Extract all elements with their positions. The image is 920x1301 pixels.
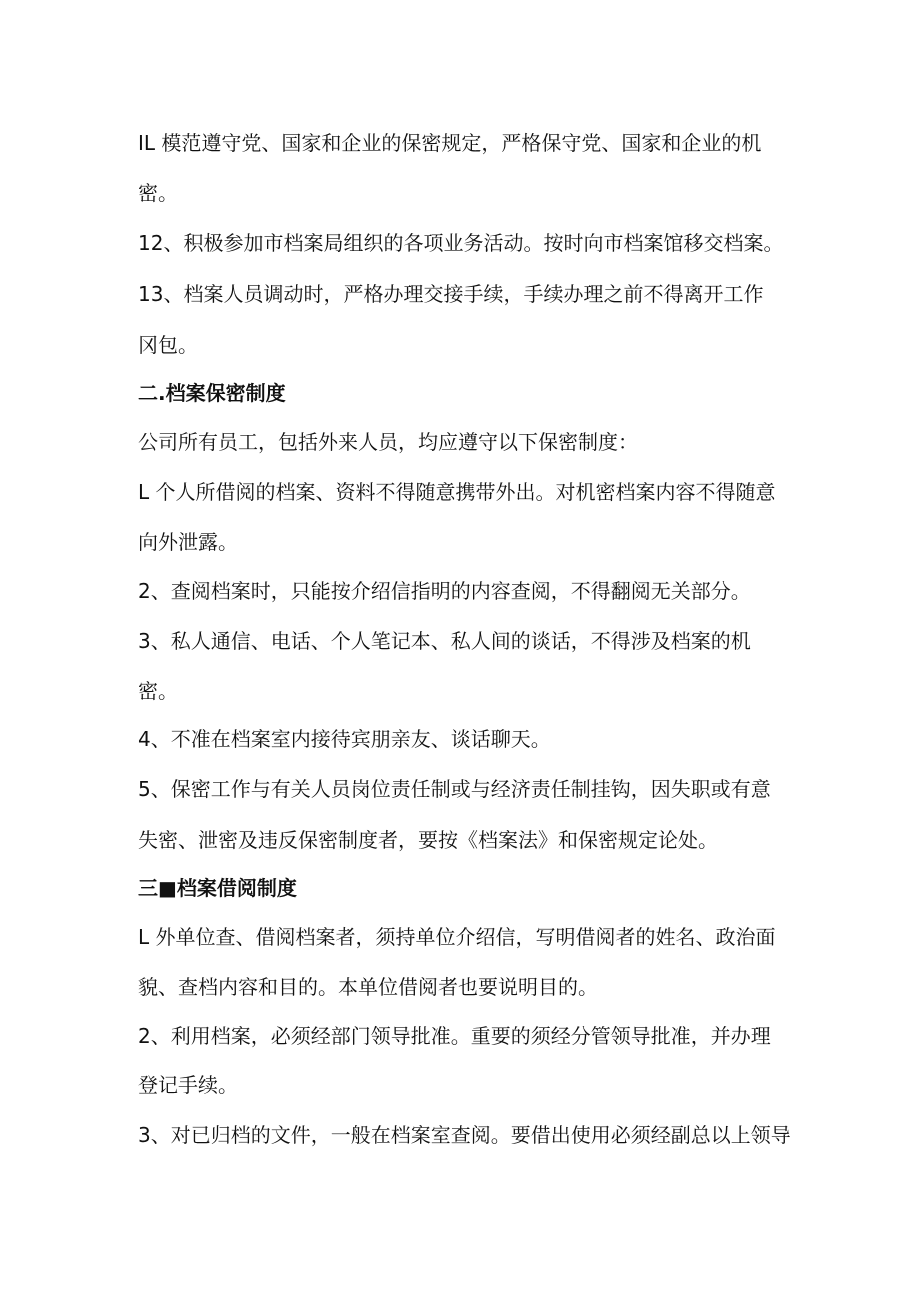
paragraph-confidentiality-2: 2、查阅档案时，只能按介绍信指明的内容查阅，不得翻阅无关部分。 [138, 579, 751, 603]
paragraph-confidentiality-1-line-1: L 个人所借阅的档案、资料不得随意携带外出。对机密档案内容不得随意 [138, 480, 776, 504]
paragraph-rule-13-line-2: 冈包。 [138, 333, 198, 357]
paragraph-confidentiality-1-line-2: 向外泄露。 [138, 530, 238, 554]
paragraph-confidentiality-3-line-1: 3、私人通信、电话、个人笔记本、私人间的谈话，不得涉及档案的机 [138, 629, 751, 653]
section-heading-borrowing: 三■档案借阅制度 [138, 876, 297, 900]
paragraph-rule-12: 12、积极参加市档案局组织的各项业务活动。按时向市档案馆移交档案。 [138, 231, 784, 255]
paragraph-confidentiality-3-line-2: 密。 [138, 679, 178, 703]
paragraph-borrowing-1-line-1: L 外单位查、借阅档案者，须持单位介绍信，写明借阅者的姓名、政治面 [138, 925, 776, 949]
paragraph-rule-13-line-1: 13、档案人员调动时，严格办理交接手续，手续办理之前不得离开工作 [138, 282, 764, 306]
paragraph-confidentiality-5-line-1: 5、保密工作与有关人员岗位责任制或与经济责任制挂钩，因失职或有意 [138, 777, 771, 801]
paragraph-borrowing-3-line-1: 3、对已归档的文件，一般在档案室查阅。要借出使用必须经副总以上领导 [138, 1123, 791, 1147]
paragraph-borrowing-2-line-1: 2、利用档案，必须经部门领导批准。重要的须经分管领导批准，并办理 [138, 1024, 771, 1048]
paragraph-confidentiality-5-line-2: 失密、泄密及违反保密制度者，要按《档案法》和保密规定论处。 [138, 828, 718, 852]
paragraph-confidentiality-intro: 公司所有员工，包括外来人员，均应遵守以下保密制度： [138, 430, 638, 454]
paragraph-borrowing-2-line-2: 登记手续。 [138, 1073, 238, 1097]
paragraph-confidentiality-4: 4、不准在档案室内接待宾朋亲友、谈话聊天。 [138, 727, 551, 751]
paragraph-rule-11-line-1: IL 模范遵守党、国家和企业的保密规定，严格保守党、国家和企业的机 [138, 131, 762, 155]
paragraph-borrowing-1-line-2: 貌、查档内容和目的。本单位借阅者也要说明目的。 [138, 975, 598, 999]
section-heading-confidentiality: 二.档案保密制度 [138, 381, 286, 405]
paragraph-rule-11-line-2: 密。 [138, 181, 178, 205]
